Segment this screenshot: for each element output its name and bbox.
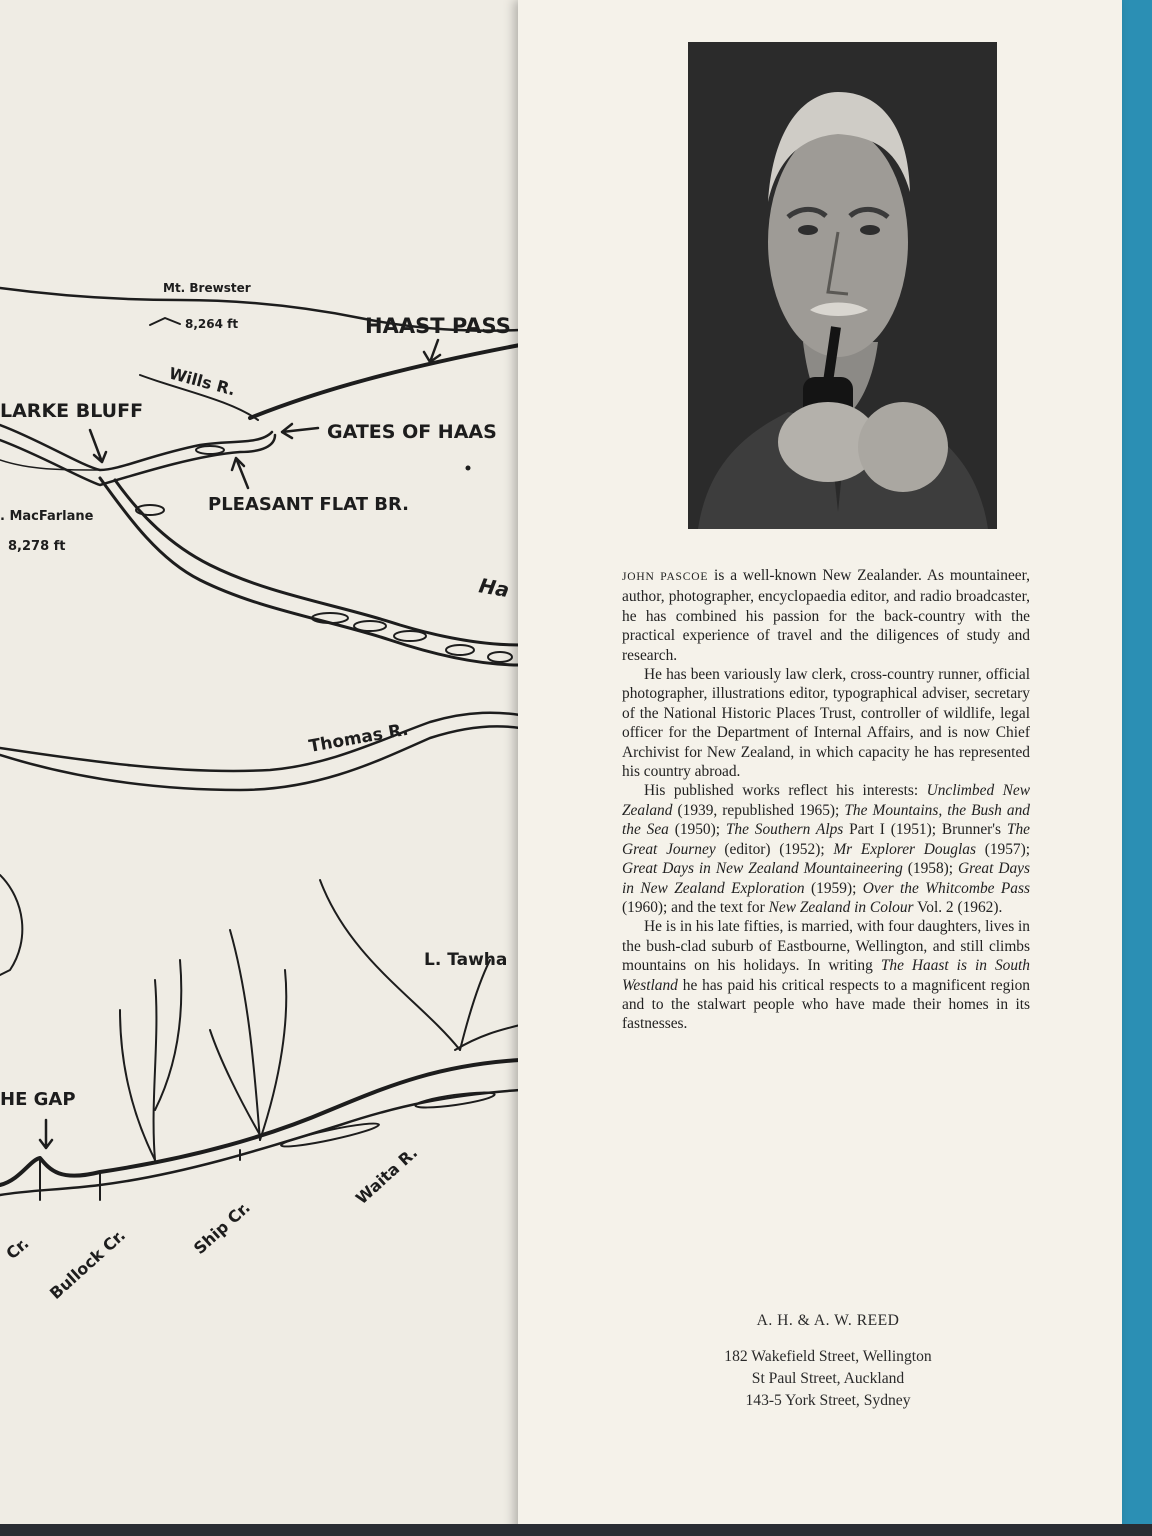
- label-haast-r: Ha: [477, 573, 512, 603]
- label-bullock-cr: Bullock Cr.: [45, 1225, 130, 1303]
- publisher-address-sydney: 143-5 York Street, Sydney: [745, 1392, 911, 1409]
- label-mt-brewster: Mt. Brewster: [163, 281, 251, 295]
- author-portrait: [688, 42, 997, 529]
- label-the-gap: HE GAP: [0, 1089, 76, 1110]
- publisher-address-wellington: 182 Wakefield Street, Wellington: [724, 1348, 932, 1365]
- author-biography: [622, 566, 1030, 1034]
- bio-paragraph-4: He is in his late fifties, is married, with four daughters, lives in the bush-clad suburb of Eastbourne, Wellington, and still climbs mountains on his holidays. In writing The Haast is in South Westland he has paid his critical respects to a magnificent region and to the stalwart people who have made their homes in its fastnesses.: [622, 918, 1030, 1033]
- label-wills-r: Wills R.: [166, 363, 238, 400]
- label-waita-r: Waita R.: [351, 1142, 422, 1208]
- label-l-tawha: L. Tawha: [424, 950, 508, 970]
- label-macfarlane: . MacFarlane: [0, 509, 94, 524]
- label-clarke-bluff: LARKE BLUFF: [0, 400, 144, 422]
- bottom-edge: [0, 1524, 1152, 1536]
- haast-map: [0, 0, 545, 1536]
- label-macfarlane-height: 8,278 ft: [8, 539, 66, 554]
- bio-paragraph-2: He has been variously law clerk, cross-country runner, official photographer, illustrations editor, typographical adviser, secretary of the National Historic Places Trust, controller of wildlife, legal officer for the Department of Internal Affairs, and is now Chief Archivist for New Zealand, in which capacity he has represented his country abroad.: [622, 666, 1030, 781]
- publisher-address-auckland: St Paul Street, Auckland: [751, 1370, 905, 1387]
- label-ship-cr: Ship Cr.: [189, 1197, 254, 1258]
- label-brewster-height: 8,264 ft: [185, 317, 239, 331]
- author-name: JOHN PASCOE: [622, 571, 709, 583]
- label-thomas-r: Thomas R.: [307, 719, 410, 757]
- label-gates-of-haast: GATES OF HAAS: [327, 421, 497, 443]
- bio-paragraph-3: His published works reflect his interests: Unclimbed New Zealand (1939, republished 1965); The Mountains, the Bush and the Sea (1950); The Southern Alps Part I (1951); Brunner's The Great Journey (editor) (1952); Mr Explorer Douglas (1957); Great Days in New Zealand Mountaineering (1958); Great Days in New Zealand Exploration (1959); Over the Whitcombe Pass (1960); and the text for New Zealand in Colour Vol. 2 (1962).: [622, 782, 1031, 916]
- publisher-name: A. H. & A. W. REED: [756, 1312, 900, 1329]
- label-cr: Cr.: [2, 1233, 33, 1264]
- label-pleasant-flat: PLEASANT FLAT BR.: [208, 494, 409, 515]
- map-page: [0, 0, 545, 1536]
- cover-edge-blue: [1122, 0, 1152, 1536]
- bio-paragraph-1: JOHN PASCOE is a well-known New Zealander. As mountaineer, author, photographer, encyclopaedia editor, and radio broadcaster, he has combined his passion for the back-country with the practical experience of travel and the diligences of study and research.: [622, 567, 1030, 664]
- label-haast-pass: HAAST PASS: [365, 314, 511, 338]
